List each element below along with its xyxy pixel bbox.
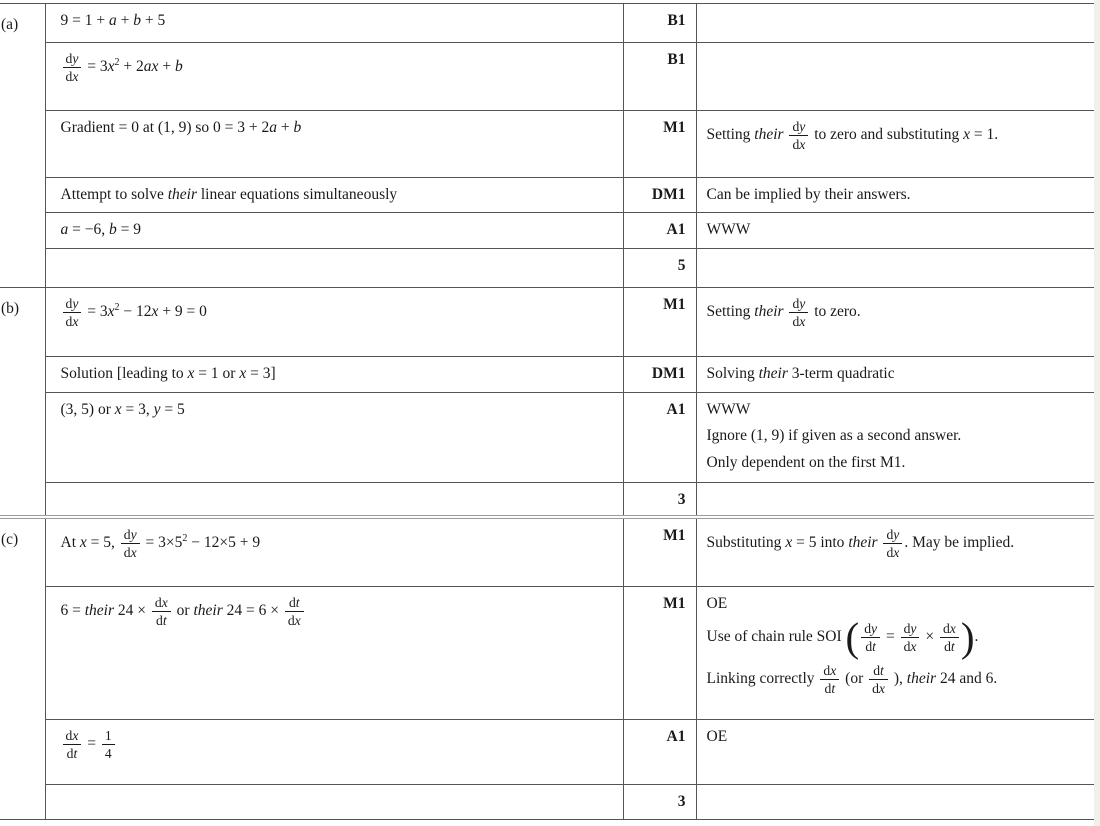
fraction: $\frac{dy}{dt}$	[861, 621, 880, 654]
answer-line: $\frac{dy}{dx}$ = $3x^2 - 12x + 9 = 0$	[61, 295, 613, 330]
fraction: $\frac{dy}{dx}$	[63, 51, 82, 84]
mark-cell	[623, 178, 696, 213]
fraction: $\frac{dy}{dx}$	[121, 527, 140, 560]
answer-cell	[45, 43, 623, 111]
mark-row	[0, 517, 1094, 586]
answer-line: (3, 5) or x = 3, y = 5	[60, 401, 185, 418]
guidance-cell	[696, 357, 1094, 393]
answer-cell	[45, 288, 623, 357]
mark-row	[0, 178, 1094, 213]
mark-value: A1	[666, 401, 686, 418]
fraction: $\frac{dy}{dx}$	[789, 296, 808, 329]
answer-cell	[45, 393, 623, 483]
mark-row	[0, 4, 1094, 43]
guidance-line: WWW	[706, 401, 751, 418]
answer-line: $\frac{dx}{dt}$ = $\frac{1}{4}$	[61, 727, 613, 762]
guidance-line: Solving their 3-term quadratic	[706, 365, 895, 382]
mark-value: M1	[663, 296, 686, 313]
total-marks-value: 3	[677, 491, 686, 508]
mark-value: DM1	[651, 186, 686, 203]
mark-value: A1	[666, 727, 686, 745]
answer-cell	[45, 719, 623, 784]
part-label-cell-b	[0, 288, 45, 518]
section-b	[0, 288, 1094, 518]
mark-cell	[623, 586, 696, 719]
mark-value: DM1	[651, 365, 686, 382]
answer-cell	[45, 483, 623, 518]
fraction: $\frac{dy}{dx}$	[883, 527, 902, 560]
answer-line: $\frac{dy}{dx}$ = $3x^2 + 2ax + b$	[61, 50, 613, 85]
guidance-cell	[696, 288, 1094, 357]
guidance-cell	[696, 586, 1094, 719]
mark-row	[0, 483, 1094, 518]
mark-value: B1	[667, 12, 686, 29]
part-label: (c)	[1, 531, 19, 549]
mark-scheme-table	[0, 3, 1095, 820]
total-marks-value: 5	[677, 257, 686, 274]
mark-value: M1	[663, 527, 686, 545]
guidance-cell	[696, 213, 1094, 249]
mark-row	[0, 288, 1094, 357]
mark-value: A1	[666, 221, 686, 238]
guidance-cell	[696, 249, 1094, 288]
mark-row	[0, 43, 1094, 111]
mark-cell	[623, 111, 696, 178]
answer-cell	[45, 517, 623, 586]
section-c	[0, 517, 1094, 819]
guidance-line: Setting their $\frac{dy}{dx}$ to zero.	[706, 296, 861, 329]
guidance-cell	[696, 784, 1094, 819]
answer-cell	[45, 4, 623, 43]
part-label: (b)	[1, 300, 20, 317]
fraction: $\frac{dx}{dt}$	[152, 595, 171, 628]
guidance-cell	[696, 483, 1094, 518]
answer-cell	[45, 111, 623, 178]
part-label-cell-a	[0, 4, 45, 288]
guidance-line: OE	[706, 594, 728, 612]
mark-cell	[623, 213, 696, 249]
guidance-cell	[696, 517, 1094, 586]
mark-cell	[623, 4, 696, 43]
guidance-line: Linking correctly $\frac{dx}{dt}$ (or $\frac{dt}{dx}$ ), their 24 and 6.	[706, 663, 998, 697]
guidance-line: Can be implied by their answers.	[706, 186, 911, 203]
guidance-line: Setting their $\frac{dy}{dx}$ to zero and substituting x = 1.	[706, 119, 999, 152]
fraction: $\frac{dx}{dt}$	[940, 621, 959, 654]
mark-row	[0, 357, 1094, 393]
guidance-line: OE	[706, 727, 728, 745]
mark-row	[0, 393, 1094, 483]
mark-row	[0, 784, 1094, 819]
answer-line: 9 = 1 + a + b + 5	[60, 12, 166, 29]
guidance-cell	[696, 111, 1094, 178]
answer-cell	[45, 586, 623, 719]
guidance-line: Only dependent on the first M1.	[706, 453, 906, 471]
total-marks-cell	[623, 249, 696, 288]
guidance-line: WWW	[706, 221, 751, 238]
answer-line: a = −6, b = 9	[60, 221, 141, 238]
answer-cell	[45, 178, 623, 213]
answer-cell	[45, 784, 623, 819]
fraction: $\frac{dy}{dx}$	[789, 119, 808, 152]
section-a	[0, 4, 1094, 288]
answer-cell	[45, 213, 623, 249]
fraction: $\frac{dx}{dt}$	[820, 663, 839, 696]
total-marks-cell	[623, 483, 696, 518]
mark-value: B1	[667, 51, 686, 68]
mark-row	[0, 111, 1094, 178]
mark-cell	[623, 357, 696, 393]
guidance-cell	[696, 4, 1094, 43]
guidance-cell	[696, 43, 1094, 111]
mark-row	[0, 586, 1094, 719]
mark-value: M1	[663, 119, 686, 136]
guidance-cell	[696, 393, 1094, 483]
guidance-cell	[696, 719, 1094, 784]
fraction: $\frac{dx}{dt}$	[63, 728, 82, 761]
answer-line: At x = 5, $\frac{dy}{dx}$ = $3\times 5^2 - 12\times 5 + 9$	[60, 527, 261, 561]
mark-row	[0, 249, 1094, 288]
guidance-line: Use of chain rule SOI ( $\frac{dy}{dt}$ = $\frac{dy}{dx}$ × $\frac{dx}{dt}$ ).	[706, 613, 979, 660]
answer-line: Gradient = 0 at (1, 9) so 0 = 3 + 2a + b	[60, 119, 302, 136]
answer-line: 6 = their 24 × $\frac{dx}{dt}$ or their 24 = 6 × $\frac{dt}{dx}$	[61, 594, 613, 629]
mark-value: M1	[663, 594, 686, 612]
mark-cell	[623, 393, 696, 483]
guidance-cell	[696, 178, 1094, 213]
fraction: $\frac{dt}{dx}$	[285, 595, 304, 628]
answer-line: Solution [leading to x = 1 or x = 3]	[60, 365, 276, 382]
answer-cell	[45, 357, 623, 393]
fraction: $\frac{dt}{dx}$	[869, 663, 888, 696]
mark-row	[0, 719, 1094, 784]
mark-cell	[623, 43, 696, 111]
fraction: $\frac{1}{4}$	[102, 728, 115, 761]
mark-cell	[623, 288, 696, 357]
mark-cell	[623, 517, 696, 586]
answer-line: Attempt to solve their linear equations simultaneously	[60, 186, 398, 203]
mark-cell	[623, 719, 696, 784]
total-marks-value: 3	[677, 792, 686, 810]
guidance-line: Ignore (1, 9) if given as a second answer.	[706, 427, 962, 445]
guidance-line: Substituting x = 5 into their $\frac{dy}{dx}$ . May be implied.	[706, 527, 1015, 561]
fraction: $\frac{dy}{dx}$	[901, 621, 920, 654]
fraction: $\frac{dy}{dx}$	[63, 296, 82, 329]
page-margin-strip	[1094, 0, 1100, 826]
mark-row	[0, 213, 1094, 249]
part-label: (a)	[1, 16, 19, 33]
answer-cell	[45, 249, 623, 288]
total-marks-cell	[623, 784, 696, 819]
part-label-cell-c	[0, 517, 45, 819]
